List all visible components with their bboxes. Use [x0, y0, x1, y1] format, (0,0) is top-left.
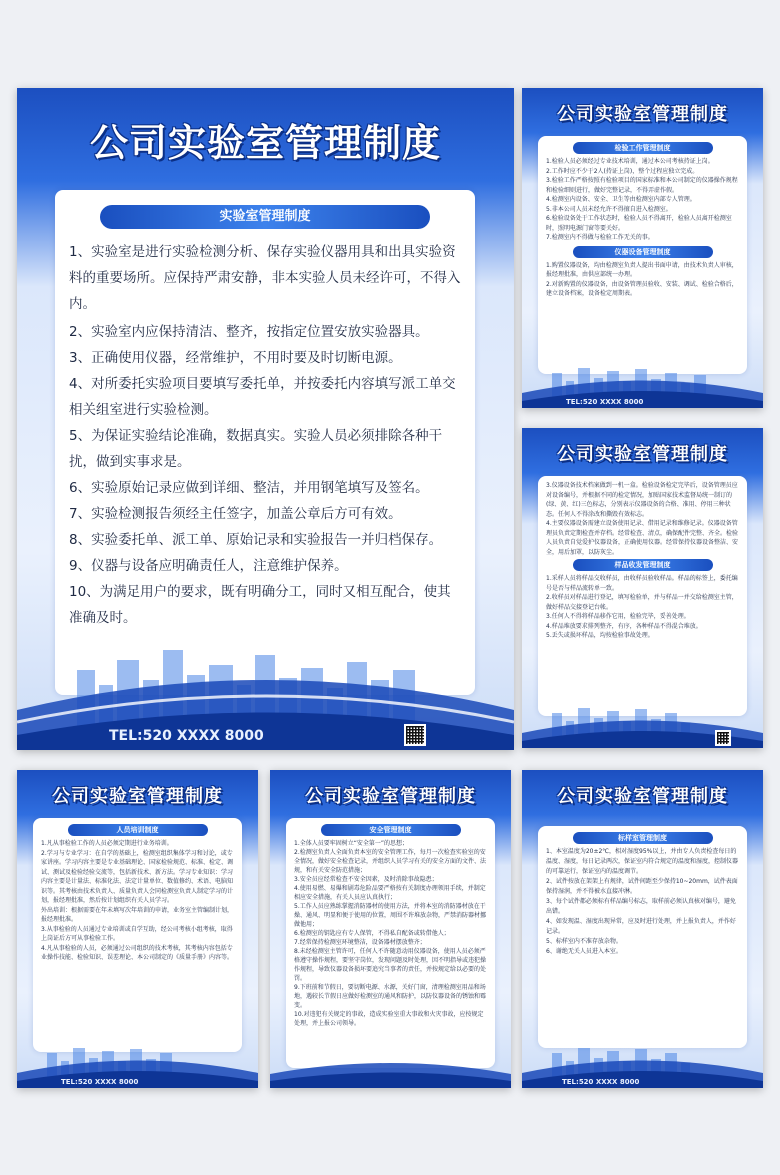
- poster-right-middle: [522, 428, 763, 748]
- rule-item: 4.主要仪器设备需建立设备使用记录、借用记录和维修记录。仪器设备管理员负责定期检查并存档。经常检查、清点，确保配件完整、齐全。检验人员负责自觉爱护仪器设备，正确使用仪器。经常保持仪器设备整洁、安全，用后加罩，以防灰尘。: [546, 520, 739, 556]
- rule-item: 1.采样人员将样品交收样员，由收样员验收样品。样品的标签上，委托编号是否与样品流转单一致。: [546, 575, 738, 592]
- rules-list: [286, 836, 495, 1031]
- poster-title: 公司实验室管理制度: [557, 444, 728, 465]
- rule-item: 10.对违犯有关规定的事故，造成实验室重大事故和火灾事故，应按规定处理，并上报公司领导。: [294, 1011, 484, 1027]
- rule-item: 1、本室温度为20±2℃，相对湿度95%以上，并由专人负责检查每日的温度、湿度，每日记录两次，保证室内符合规定的温度和湿度，控制仪器的可靠运行，保证室内的温度调节。: [546, 848, 739, 875]
- content-card: [55, 190, 475, 695]
- poster-bottom-right: [522, 770, 763, 1088]
- rule-item: 7.经常保持检测室环境整洁，设备器材摆放整齐；: [294, 939, 426, 946]
- phone-number: TEL:520 XXXX 8000: [109, 728, 264, 744]
- rule-item: 3.任何人不得将样品移作它用，检验完毕，妥善处理。: [546, 613, 690, 620]
- content-card: [538, 476, 747, 716]
- rule-item: 5、为保证实验结论准确，数据真实。实验人员必须排除各种干扰，做到实事求是。: [69, 428, 443, 470]
- rule-item: 5、标样室内不准存放杂物。: [546, 938, 622, 945]
- rule-item: 2.学习与专业学习：在自学的基础上，检测室组织集体学习和讨论，或专家讲座。学习内容主要是专业基础理论、国家检验规范、标准、检定、调试、测试及检验经验交流等，包括新技术、新方法。学习专业知识：学习内容主要是计量法、标准化法、法定计量单位、数值修约、术语、电脑知识等。其考核由技术负责人、质量负责人会同检测室负责人制定学习的计划，报经理批准，然后按计划组织有关人员学习。: [41, 849, 234, 904]
- rules-list: [33, 836, 242, 966]
- rules-list: [538, 154, 747, 246]
- content-card: [33, 818, 242, 1052]
- rule-item: 4、对所委托实验项目要填写委托单，并按委托内容填写派工单交相关组室进行实验检测。: [69, 376, 456, 418]
- rule-item: 4、如发现温、湿度出现异常，应及时进行处理，并上报负责人，并作好记录。: [546, 918, 736, 935]
- rule-item: 3.检验工作严格按照有检验项目的国家标准和本公司制定的仪器操作规程和检验细则进行，做好完整记录，不得弄虚作假。: [546, 177, 738, 194]
- rule-item: 9、仪器与设备应明确责任人，注意维护保养。: [69, 558, 348, 574]
- rule-item: 3、每个试件都必须标有样品编号标志，取样前必须认真核对编号，避免出错。: [546, 898, 736, 915]
- rule-item: 3.从事检验的人员通过专业培训或自学互助，经公司考核小组考核，取得上岗证后方可从事检验工作。: [41, 925, 233, 942]
- poster-title: 公司实验室管理制度: [305, 786, 476, 807]
- poster-title: 公司实验室管理制度: [557, 104, 728, 125]
- rule-item: 4.凡从事检验的人员，必须通过公司组织的技术考核，其考核内容包括专业操作技能、检验知识、误差理论、本公司制定的《质量手册》内容等。: [41, 944, 234, 961]
- rule-item: 2、实验室内应保持清洁、整齐，按指定位置安放实验器具。: [69, 324, 429, 340]
- rule-item: 4.样品堆放要求排列整齐，有序，各种样品不得混合堆放。: [546, 622, 702, 630]
- poster-title: 公司实验室管理制度: [557, 786, 728, 807]
- rule-item: 6、实验原始记录应做到详细、整洁，并用钢笔填写及签名。: [69, 480, 429, 496]
- poster-bottom-left: [17, 770, 258, 1088]
- rule-item: 7、实验检测报告须经主任签字，加盖公章后方可有效。: [69, 506, 402, 522]
- rule-item: 2.检测室负责人全面负责本室的安全管理工作，每月一次检查实验室的安全情况，做好安全检查记录，并组织人员学习有关的安全方面的文件、法规，和有关安全防范措施；: [294, 849, 487, 874]
- poster-title: 公司实验室管理制度: [52, 786, 223, 807]
- section-header: 实验室管理制度: [100, 205, 430, 229]
- poster-right-top: [522, 88, 763, 408]
- rule-item: 2、试件按放在架架上有规律，试件间距至少保持10~20mm，试件表面保持湿润，并不得被水直接冲淋。: [546, 878, 738, 895]
- rule-item: 1、实验室是进行实验检测分析、保存实验仪器用具和出具实验资料的重要场所。应保持严肃安静，非本实验人员未经许可，不得入内。: [69, 244, 461, 312]
- rules-list: [55, 229, 475, 631]
- section-header: 仪器设备管理制度: [573, 246, 713, 258]
- rules-list: [538, 258, 747, 302]
- rule-item: 2.收样员对样品进行登记，填写检验单，并与样品一并交给检测室主管，做好样品交接登记台帐。: [546, 594, 738, 611]
- section-header: 检验工作管理制度: [573, 142, 713, 154]
- rule-item: 9.下班前和节假日，要切断电源、水源，关好门窗，清理检测室用品和场地，遇较长节假日应做好检测室的通风和防护，以防仪器设备的锈蚀和霉变。: [294, 984, 487, 1009]
- rule-item: 5.非本公司人员未经允许不得擅自进入检测室。: [546, 205, 672, 213]
- rule-item: 2.工作时应不少于2人(持证上岗)，整个过程应独立完成。: [546, 167, 699, 175]
- rule-item: 3.仪器设备技术档案做到一机一盒。检验设备检定完毕后，设备管理员应对设备编号，并根据不同的检定情况，加贴国家技术监督局统一制订的(绿、黄、红)三色标志，分别表示仪器设备的合格、准用、停用三种状态。任何人不得涂改和撕毁有效标志。: [546, 482, 738, 518]
- rule-item: 6.检测室的钥匙应有专人保管，不得私自配备或转借他人；: [294, 930, 450, 937]
- content-card: [538, 826, 747, 1048]
- rule-item: 10、为满足用户的要求，既有明确分工，同时又相互配合，使其准确及时。: [69, 584, 451, 626]
- rule-item: 1.购置仪器设备，均由检测室负责人提出书面申请，由技术负责人审核，报经理批准，由供应部统一办理。: [546, 261, 738, 278]
- section-header: 样品收发管理制度: [573, 559, 713, 571]
- rule-item: 6.检验设备处于工作状态时，检验人员不得离开，检验人员离开检测室时，照明电源门窗等要关好。: [546, 215, 732, 232]
- rules-list: [538, 571, 747, 644]
- city-skyline: [17, 640, 514, 750]
- section-header: 安全管理制度: [321, 824, 461, 836]
- city-skyline: [270, 1048, 511, 1088]
- qr-code: [404, 724, 426, 746]
- rules-list: [538, 844, 747, 960]
- rule-item: 3、正确使用仪器，经常维护，不用时要及时切断电源。: [69, 350, 402, 366]
- phone-number: TEL:520 XXXX 8000: [566, 398, 644, 406]
- phone-number: TEL:520 XXXX 8000: [61, 1078, 139, 1086]
- rule-item: 外出培训：根据需要在年未填写次年培训的申请，业务室主管编制计划，报经理批准。: [41, 906, 234, 923]
- section-header: 标样室管理制度: [573, 832, 713, 844]
- main-poster: [17, 88, 514, 750]
- content-card: [286, 818, 495, 1068]
- rule-item: 1.全体人员要牢固树立“安全第一”的思想；: [294, 840, 408, 847]
- rule-item: 2.对新购置的仪器设备，由设备管理员验收、安装、调试、检验合格后，建立设备档案，设备检定周期表。: [546, 280, 738, 297]
- rule-item: 1.凡从事检验工作的人员必须定期进行业务培训。: [41, 840, 173, 847]
- rule-item: 8.未经检测室主管许可，任何人不许随意动用仪器设备，使用人员必须严格遵守操作规程，要坚守岗位，发现问题及时处理，因不明指导或违犯操作规程，导致仪器设备损坏要追究当事者的责任，并按规定给以必要的处罚。: [294, 948, 487, 982]
- section-header: 人员培训制度: [68, 824, 208, 836]
- rule-item: 6、谢绝无关人员进入本室。: [546, 948, 622, 955]
- rule-item: 4.使用易燃、易爆和剧毒危险品要严格按有关制度办理领用手续，并制定相应安全措施，有关人员应认真执行；: [294, 885, 486, 901]
- phone-number: TEL:520 XXXX 8000: [562, 1078, 640, 1086]
- rule-item: 5.丢失或损坏样品，均按检验事故处理。: [546, 632, 654, 639]
- city-skyline: [522, 1043, 763, 1088]
- rule-item: 5.工作人员应熟练掌握消防器材的使用方法，并将本室的消防器材放在干燥、通风、明显和便于使用的位置，周围不许堆放杂物，严禁消防器材挪做他用；: [294, 903, 487, 928]
- poster-title: 公司实验室管理制度: [89, 121, 441, 165]
- rule-item: 3.安全员应经常检查不安全因素，及时消除事故隐患；: [294, 876, 438, 883]
- rules-list: [538, 476, 747, 559]
- content-card: [538, 136, 747, 374]
- rule-item: 8、实验委托单、派工单、原始记录和实验报告一并归档保存。: [69, 532, 443, 548]
- qr-code: [715, 730, 731, 746]
- rule-item: 4.检测室内设备、安全、卫生等由检测室内部专人管理。: [546, 196, 696, 203]
- rule-item: 1.检验人员必须经过专业技术培训，通过本公司考核持证上岗。: [546, 158, 714, 165]
- rule-item: 7.检测室内不得做与检验工作无关的事。: [546, 234, 654, 241]
- poster-bottom-middle: [270, 770, 511, 1088]
